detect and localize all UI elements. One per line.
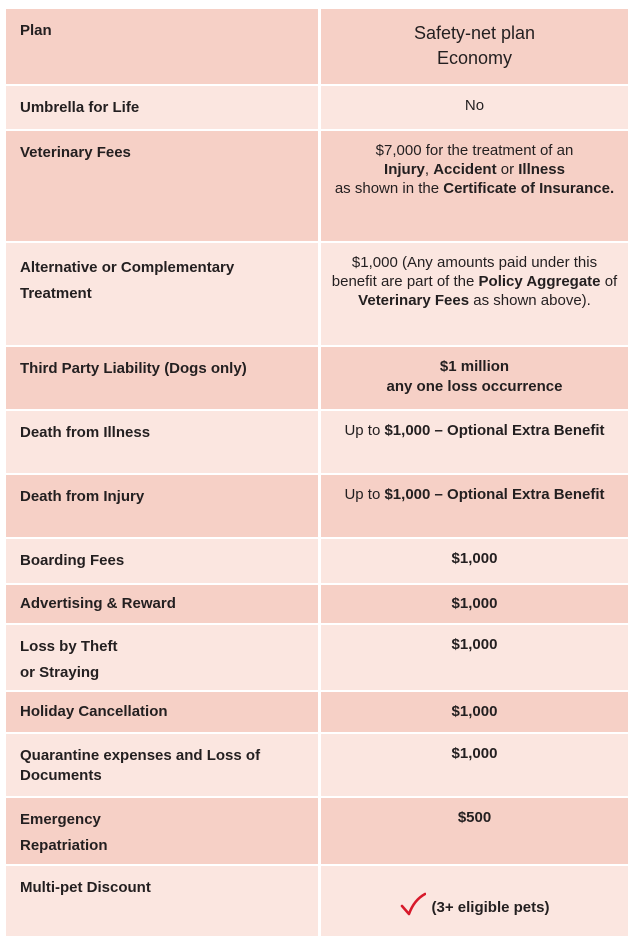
- table-row: [6, 866, 628, 938]
- table-row: [6, 347, 628, 411]
- row-value: $1,000 (Any amounts paid under this benefit are part of the Policy Aggregate of Veterinary Fees as shown above).: [321, 243, 628, 345]
- row-value: No: [321, 86, 628, 129]
- row-value: $500: [321, 798, 628, 864]
- row-value: $1,000: [321, 625, 628, 690]
- value-bold-injury: Injury: [384, 161, 425, 178]
- row-value: $1,000: [321, 539, 628, 583]
- table-row: [6, 798, 628, 866]
- row-value: $1,000: [321, 585, 628, 623]
- table-row: [6, 411, 628, 475]
- table-row: [6, 86, 628, 131]
- table-row: [6, 243, 628, 347]
- table-row: [6, 734, 628, 798]
- value-text: $7,000 for the treatment of an: [375, 142, 574, 159]
- table-row: [6, 625, 628, 692]
- row-label: Death from Illness: [6, 411, 318, 473]
- row-label: Umbrella for Life: [6, 86, 318, 129]
- table-row: [6, 692, 628, 734]
- plan-name-header: [321, 9, 628, 84]
- table-row: [6, 475, 628, 539]
- row-label: Holiday Cancellation: [6, 692, 318, 732]
- row-label: Advertising & Reward: [6, 585, 318, 623]
- benefits-table: [6, 9, 628, 938]
- row-value: $7,000 for the treatment of an Injury, Accident or Illness as shown in the Certificate of Insurance.: [321, 131, 628, 241]
- row-label: Alternative or Complementary Treatment: [6, 243, 318, 345]
- table-row: [6, 585, 628, 625]
- table-row: [6, 539, 628, 585]
- table-header-row: [6, 9, 628, 86]
- row-value: $1,000: [321, 692, 628, 732]
- plan-name-line2: Economy: [436, 48, 513, 68]
- row-value: $1 million any one loss occurrence: [321, 347, 628, 409]
- row-label: Loss by Theft or Straying: [6, 625, 318, 690]
- table-row: [6, 131, 628, 243]
- row-label: Death from Injury: [6, 475, 318, 537]
- row-label: Emergency Repatriation: [6, 798, 318, 864]
- value-bold-certificate: Certificate of Insurance.: [443, 180, 615, 197]
- row-label: Boarding Fees: [6, 539, 318, 583]
- row-label: Veterinary Fees: [6, 131, 318, 241]
- row-value: $1,000: [321, 734, 628, 796]
- plan-column-header: Plan: [6, 9, 318, 84]
- value-bold-illness: Illness: [518, 161, 565, 178]
- row-value: Up to $1,000 – Optional Extra Benefit: [321, 411, 628, 473]
- plan-name-line1: Safety-net plan: [413, 23, 536, 43]
- row-label: Quarantine expenses and Loss of Documents: [6, 734, 318, 796]
- row-label: Multi-pet Discount: [6, 866, 318, 936]
- row-label: Third Party Liability (Dogs only): [6, 347, 318, 409]
- value-bold-accident: Accident: [433, 161, 497, 178]
- checkmark-icon: [400, 892, 426, 924]
- row-value: Up to $1,000 – Optional Extra Benefit: [321, 475, 628, 537]
- row-value: (3+ eligible pets): [321, 866, 628, 936]
